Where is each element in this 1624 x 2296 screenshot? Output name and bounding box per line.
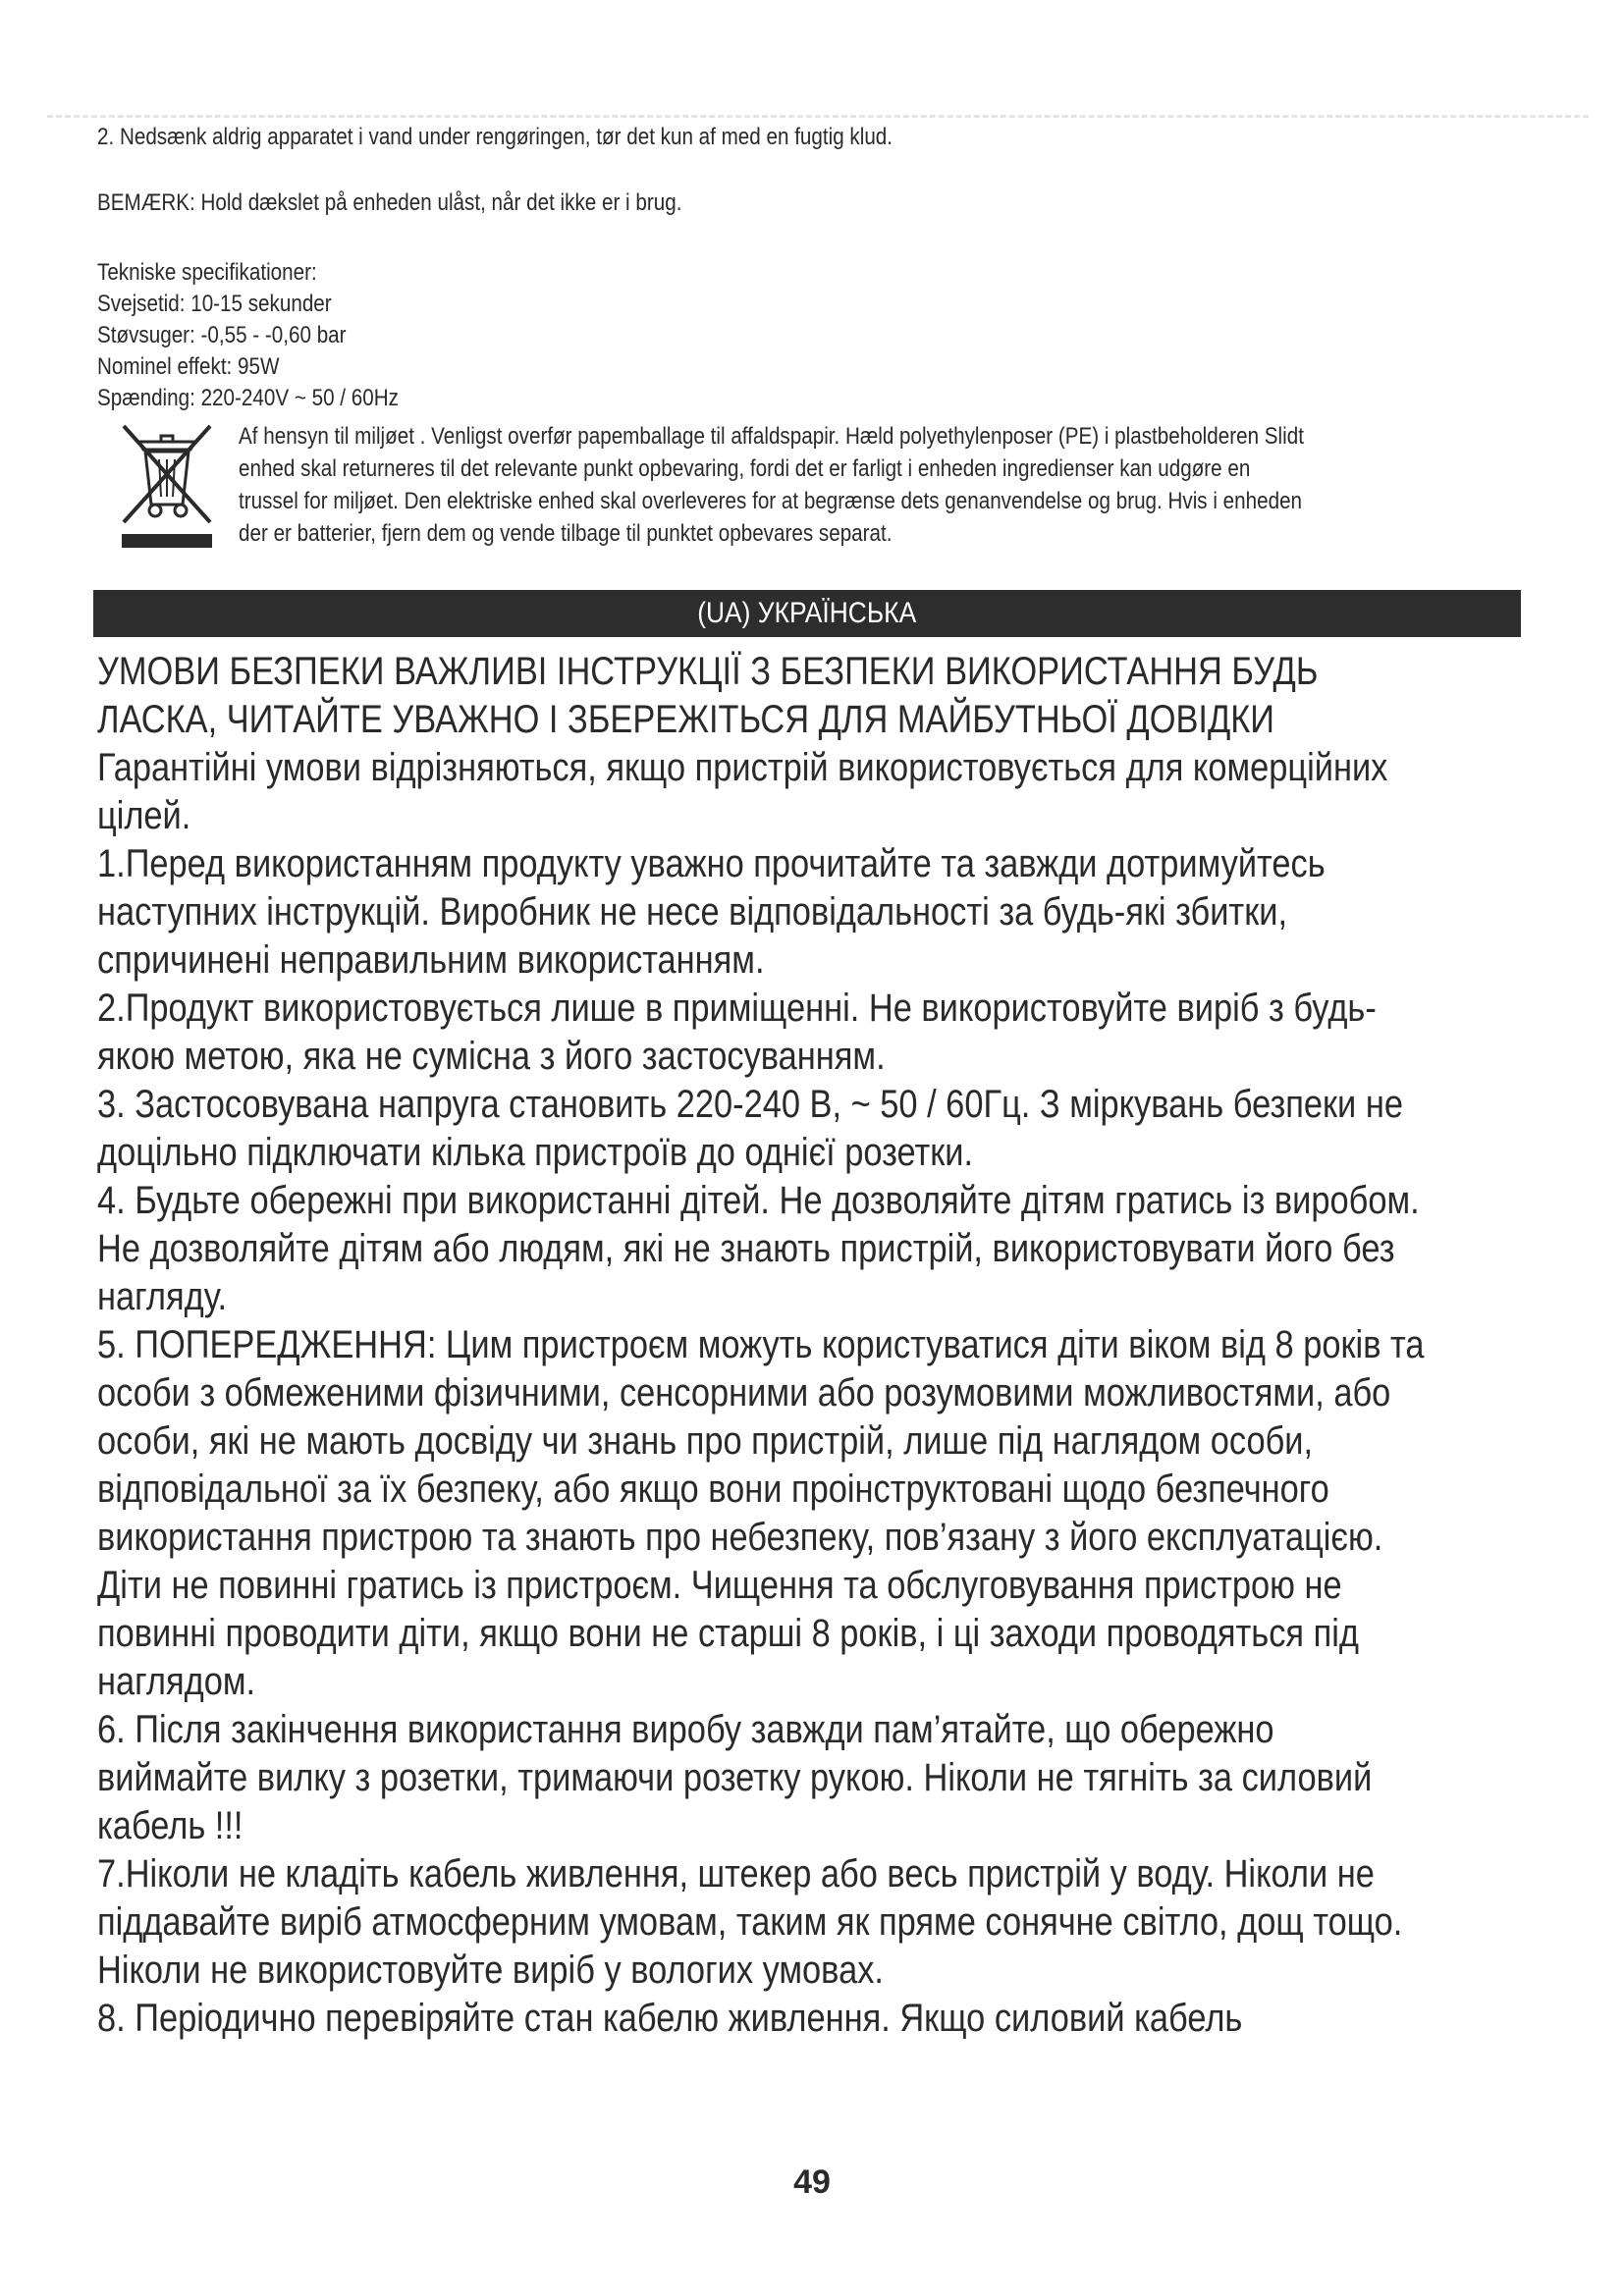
text-line: наступних інструкцій. Виробник не несе відповідальності за будь-які збитки, — [97, 890, 1288, 934]
remark-note: BEMÆRK: Hold dækslet på enheden ulåst, når det ikke er i brug. — [97, 189, 682, 216]
text-line: нагляду. — [97, 1275, 228, 1318]
text-line: особи з обмеженими фізичними, сенсорними або розумовими можливостями, або — [97, 1371, 1391, 1415]
text-line: піддавайте виріб атмосферним умовам, таким як пряме сонячне світло, дощ тощо. — [97, 1900, 1403, 1944]
text-line: 6. Після закінчення використання виробу завжди пам’ятайте, що обережно — [97, 1708, 1274, 1751]
text-line: спричинені неправильним використанням. — [97, 938, 765, 982]
environment-text — [239, 420, 1478, 550]
ukrainian-safety-text — [97, 648, 1624, 2043]
page-number: 49 — [793, 2163, 831, 2201]
cleaning-note: 2. Nedsænk aldrig apparatet i vand under rengøringen, tør det kun af med en fugtig klud. — [97, 124, 893, 150]
section-title: (UA) УКРАЇНСЬКА — [697, 597, 917, 629]
top-divider — [47, 115, 1589, 118]
text-line: особи, які не мають досвіду чи знань про пристрій, лише під наглядом особи, — [97, 1419, 1314, 1463]
text-line: 4. Будьте обережні при використанні дітей. Не дозволяйте дітям гратись із виробом. — [97, 1179, 1420, 1222]
text-line: виймайте вилку з розетки, тримаючи розетку рукою. Ніколи не тягніть за силовий — [97, 1756, 1373, 1799]
text-line: 1.Перед використанням продукту уважно прочитайте та завжди дотримуйтесь — [97, 842, 1326, 885]
text-line: 2.Продукт використовується лише в приміщенні. Не використовуйте виріб з будь- — [97, 987, 1377, 1030]
text-line: 7.Ніколи не кладіть кабель живлення, штекер або весь пристрій у воду. Ніколи не — [97, 1852, 1375, 1896]
text-line: ЛАСКА, ЧИТАЙТЕ УВАЖНО І ЗБЕРЕЖІТЬСЯ ДЛЯ МАЙБУТНЬОЇ ДОВІДКИ — [97, 698, 1275, 741]
environment-line: der er batterier, fjern dem og vende tilbage til punktet opbevares separat. — [239, 520, 893, 547]
crossed-out-wheelie-bin-icon — [116, 420, 218, 550]
environment-line: enhed skal returneres til det relevante punkt opbevaring, fordi det er farligt i enheden ingredienser kan udgøre en — [239, 455, 1251, 482]
language-section-header — [93, 590, 1521, 637]
text-line: Не дозволяйте дітям або людям, які не знають пристрій, використовувати його без — [97, 1227, 1395, 1270]
spec-welding-time: Svejsetid: 10-15 sekunder — [97, 291, 332, 317]
text-line: доцільно підключати кілька пристроїв до однієї розетки. — [97, 1131, 974, 1174]
text-line: відповідальної за їх безпеку, або якщо вони проінструктовані щодо безпечного — [97, 1468, 1329, 1511]
spec-power: Nominel effekt: 95W — [97, 353, 280, 380]
text-line: кабель !!! — [97, 1804, 244, 1847]
text-line: Ніколи не використовуйте виріб у вологих умовах. — [97, 1949, 884, 1992]
environment-line: Af hensyn til miljøet . Venligst overfør papemballage til affaldspapir. Hæld polyethylenposer (PE) i plastbeholderen Slidt — [239, 423, 1304, 450]
text-line: 3. Застосовувана напруга становить 220-240 В, ~ 50 / 60Гц. З міркувань безпеки не — [97, 1083, 1403, 1126]
text-line: Гарантійні умови відрізняються, якщо пристрій використовується для комерційних — [97, 746, 1388, 789]
text-line: якою метою, яка не сумісна з його застосуванням. — [97, 1035, 886, 1078]
text-line: Діти не повинні гратись із пристроєм. Чищення та обслуговування пристрою не — [97, 1564, 1342, 1607]
text-line: повинні проводити діти, якщо вони не старші 8 років, і ці заходи проводяться під — [97, 1612, 1359, 1655]
text-line: 8. Періодично перевіряйте стан кабелю живлення. Якщо силовий кабель — [97, 1997, 1243, 2040]
text-line: використання пристрою та знають про небезпеку, пов’язану з його експлуатацією. — [97, 1516, 1383, 1559]
text-line: 5. ПОПЕРЕДЖЕННЯ: Цим пристроєм можуть користуватися діти віком від 8 років та — [97, 1323, 1425, 1366]
spec-vacuum: Støvsuger: -0,55 - -0,60 bar — [97, 322, 347, 348]
text-line: цілей. — [97, 794, 191, 837]
environment-line: trussel for miljøet. Den elektriske enhed skal overleveres for at begrænse dets genanvendelse og brug. Hvis i enheden — [239, 488, 1303, 514]
spec-voltage: Spænding: 220-240V ~ 50 / 60Hz — [97, 385, 399, 411]
text-line: наглядом. — [97, 1660, 256, 1703]
environment-notice — [116, 420, 1520, 558]
specs-heading: Tekniske specifikationer: — [97, 259, 317, 286]
text-line: УМОВИ БЕЗПЕКИ ВАЖЛИВІ ІНСТРУКЦІЇ З БЕЗПЕКИ ВИКОРИСТАННЯ БУДЬ — [97, 650, 1319, 693]
